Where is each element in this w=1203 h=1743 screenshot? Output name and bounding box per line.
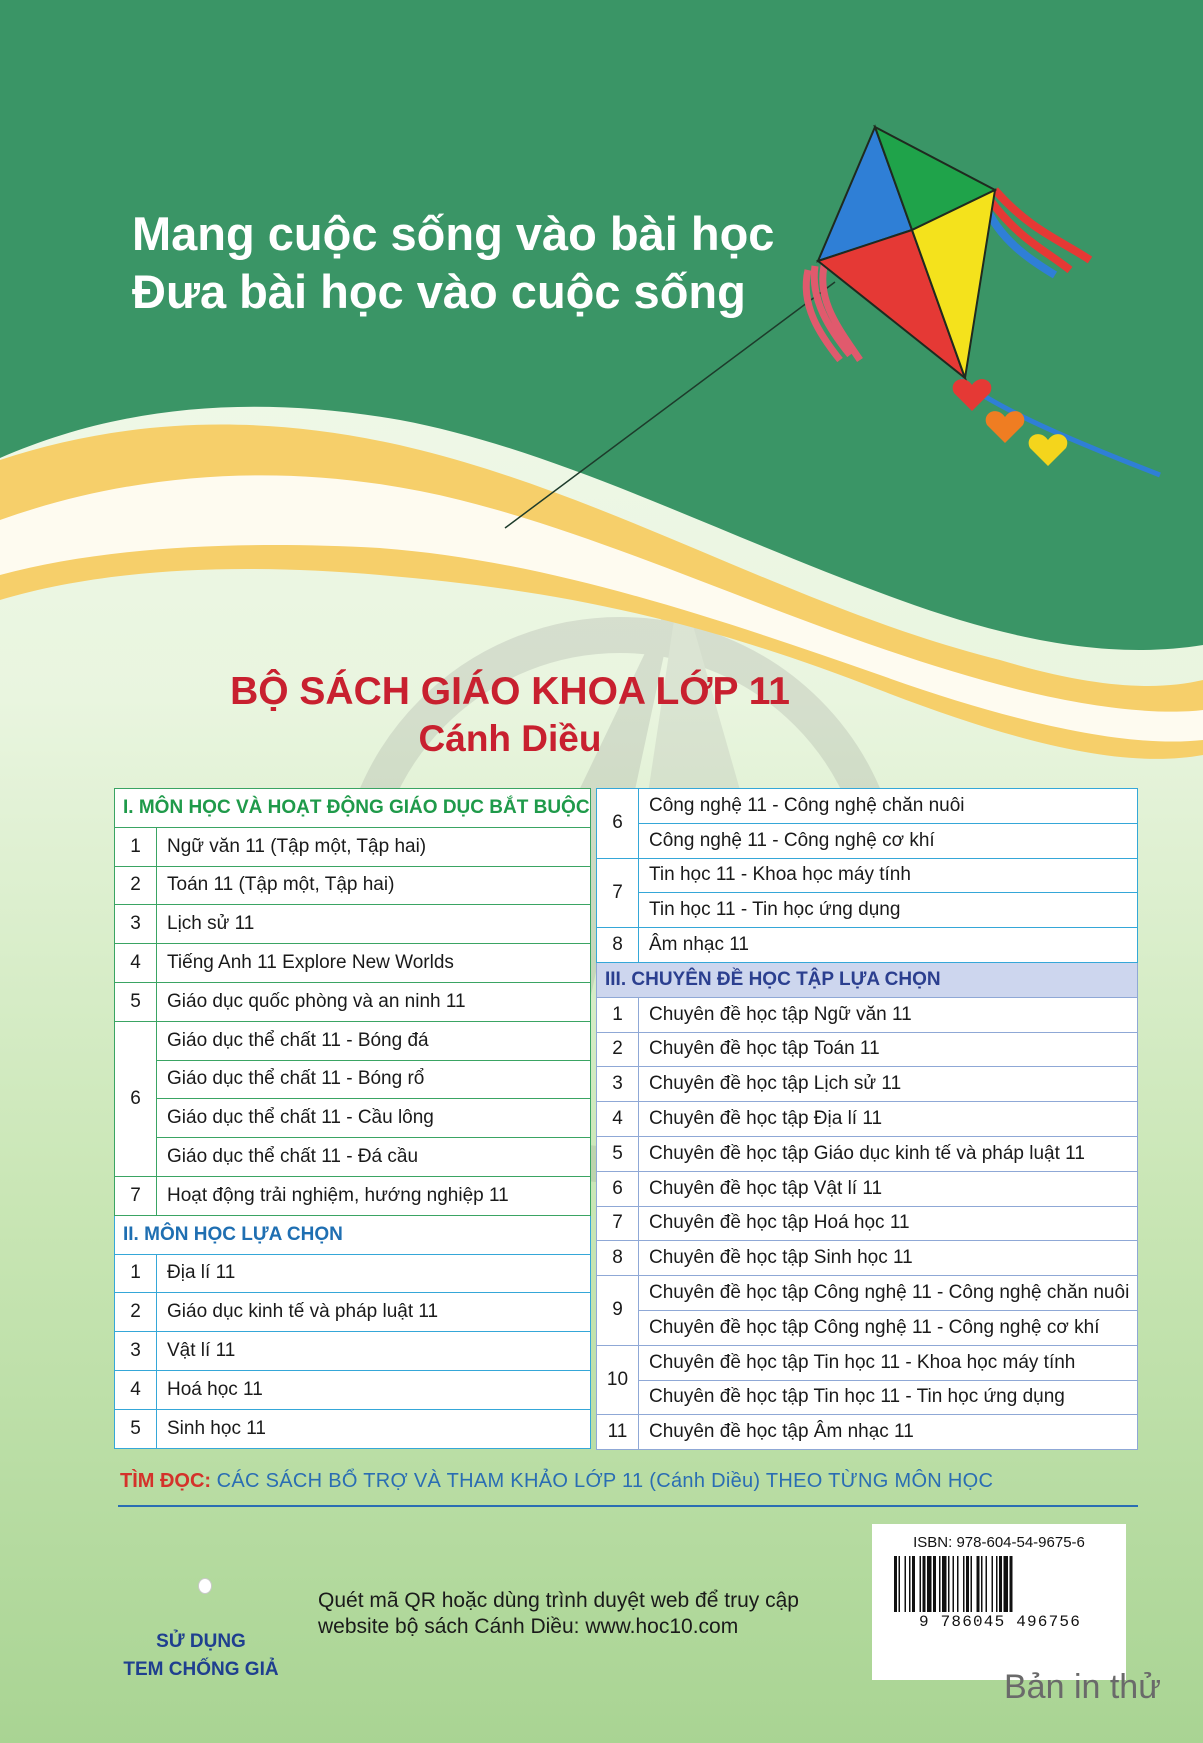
row-number: 4 xyxy=(115,1370,157,1409)
table-row xyxy=(597,1380,1138,1415)
book-title: Toán 11 (Tập một, Tập hai) xyxy=(157,866,591,905)
section-1-heading: I. MÔN HỌC VÀ HOẠT ĐỘNG GIÁO DỤC BẮT BUỘC xyxy=(115,789,591,828)
table-row xyxy=(115,982,591,1021)
book-title: Chuyên đề học tập Địa lí 11 xyxy=(639,1102,1138,1137)
book-title: Chuyên đề học tập Lịch sử 11 xyxy=(639,1067,1138,1102)
book-title: Âm nhạc 11 xyxy=(639,928,1138,963)
barcode-digits: 9 786045 496756 xyxy=(892,1612,1108,1632)
table-row xyxy=(597,1032,1138,1067)
table-row xyxy=(115,866,591,905)
row-number: 11 xyxy=(597,1415,639,1450)
book-title: Tin học 11 - Tin học ứng dụng xyxy=(639,893,1138,928)
table-row xyxy=(115,1293,591,1332)
table-row xyxy=(597,1345,1138,1380)
row-number: 3 xyxy=(115,905,157,944)
book-title: Tiếng Anh 11 Explore New Worlds xyxy=(157,944,591,983)
anti-counterfeit-sticker-icon xyxy=(198,1578,212,1594)
series-title: BỘ SÁCH GIÁO KHOA LỚP 11 xyxy=(230,670,790,713)
row-number: 6 xyxy=(597,789,639,859)
row-number: 7 xyxy=(597,1206,639,1241)
table-row xyxy=(115,1060,591,1099)
book-title: Vật lí 11 xyxy=(157,1332,591,1371)
row-number: 2 xyxy=(597,1032,639,1067)
book-title: Địa lí 11 xyxy=(157,1254,591,1293)
book-title: Ngữ văn 11 (Tập một, Tập hai) xyxy=(157,827,591,866)
find-read-divider xyxy=(118,1505,1138,1507)
row-number: 7 xyxy=(115,1176,157,1215)
table-row xyxy=(115,1332,591,1371)
slogan-line-1: Mang cuộc sống vào bài học xyxy=(132,207,775,260)
book-title: Chuyên đề học tập Hoá học 11 xyxy=(639,1206,1138,1241)
row-number: 8 xyxy=(597,928,639,963)
table-row xyxy=(597,823,1138,858)
slogan-line-2: Đưa bài học vào cuộc sống xyxy=(132,265,746,318)
table-row xyxy=(115,1099,591,1138)
row-number: 1 xyxy=(597,997,639,1032)
row-number: 2 xyxy=(115,866,157,905)
book-title: Giáo dục kinh tế và pháp luật 11 xyxy=(157,1293,591,1332)
book-title: Tin học 11 - Khoa học máy tính xyxy=(639,858,1138,893)
row-number: 2 xyxy=(115,1293,157,1332)
table-row xyxy=(597,1067,1138,1102)
book-title: Giáo dục thể chất 11 - Bóng đá xyxy=(157,1021,591,1060)
series-subtitle: Cánh Diều xyxy=(418,718,602,759)
right-book-table xyxy=(596,788,1138,1450)
table-row xyxy=(597,997,1138,1032)
row-number: 8 xyxy=(597,1241,639,1276)
table-row xyxy=(597,928,1138,963)
row-number: 6 xyxy=(597,1171,639,1206)
row-number: 5 xyxy=(115,1409,157,1448)
row-number: 1 xyxy=(115,827,157,866)
row-number: 4 xyxy=(115,944,157,983)
book-title: Sinh học 11 xyxy=(157,1409,591,1448)
table-row xyxy=(597,1276,1138,1311)
stamp-line-2: TEM CHỐNG GIẢ xyxy=(123,1659,279,1680)
book-title: Chuyên đề học tập Âm nhạc 11 xyxy=(639,1415,1138,1450)
row-number: 7 xyxy=(597,858,639,928)
table-row xyxy=(597,1415,1138,1450)
barcode-block xyxy=(872,1524,1126,1680)
book-title: Hoạt động trải nghiệm, hướng nghiệp 11 xyxy=(157,1176,591,1215)
qr-line-1: Quét mã QR hoặc dùng trình duyệt web để truy cập xyxy=(318,1589,799,1612)
book-title: Công nghệ 11 - Công nghệ cơ khí xyxy=(639,823,1138,858)
table-row xyxy=(115,944,591,983)
table-row xyxy=(115,905,591,944)
table-row xyxy=(115,1138,591,1177)
book-title: Chuyên đề học tập Ngữ văn 11 xyxy=(639,997,1138,1032)
find-read-label: TÌM ĐỌC: xyxy=(120,1470,212,1492)
book-title: Chuyên đề học tập Tin học 11 - Khoa học máy tính xyxy=(639,1345,1138,1380)
book-title: Hoá học 11 xyxy=(157,1370,591,1409)
book-title: Chuyên đề học tập Sinh học 11 xyxy=(639,1241,1138,1276)
slogan xyxy=(132,205,774,321)
book-title: Công nghệ 11 - Công nghệ chăn nuôi xyxy=(639,789,1138,824)
table-row xyxy=(597,893,1138,928)
row-number: 4 xyxy=(597,1102,639,1137)
table-row xyxy=(597,1206,1138,1241)
book-title: Chuyên đề học tập Toán 11 xyxy=(639,1032,1138,1067)
proof-mark: Bản in thử xyxy=(1004,1668,1161,1706)
row-number: 5 xyxy=(597,1136,639,1171)
stamp-line-1: SỬ DỤNG xyxy=(156,1631,246,1652)
table-row xyxy=(115,1021,591,1060)
row-number: 3 xyxy=(115,1332,157,1371)
left-book-table xyxy=(114,788,591,1449)
book-title: Chuyên đề học tập Tin học 11 - Tin học ứng dụng xyxy=(639,1380,1138,1415)
table-row xyxy=(597,789,1138,824)
book-title: Chuyên đề học tập Công nghệ 11 - Công nghệ cơ khí xyxy=(639,1310,1138,1345)
row-number: 6 xyxy=(115,1021,157,1176)
table-row xyxy=(115,1409,591,1448)
table-row xyxy=(115,1370,591,1409)
table-row xyxy=(597,1241,1138,1276)
book-title: Chuyên đề học tập Vật lí 11 xyxy=(639,1171,1138,1206)
section-2-heading: II. MÔN HỌC LỰA CHỌN xyxy=(115,1215,591,1254)
book-title: Chuyên đề học tập Công nghệ 11 - Công nghệ chăn nuôi xyxy=(639,1276,1138,1311)
book-title: Lịch sử 11 xyxy=(157,905,591,944)
isbn-label: ISBN: 978-604-54-9675-6 xyxy=(913,1534,1085,1551)
find-read-text: CÁC SÁCH BỔ TRỢ VÀ THAM KHẢO LỚP 11 (Cánh Diều) THEO TỪNG MÔN HỌC xyxy=(216,1470,994,1492)
table-row xyxy=(597,1171,1138,1206)
section-3-heading: III. CHUYÊN ĐỀ HỌC TẬP LỰA CHỌN xyxy=(597,962,1138,997)
table-row xyxy=(597,1310,1138,1345)
table-row xyxy=(115,1176,591,1215)
book-title: Giáo dục quốc phòng và an ninh 11 xyxy=(157,982,591,1021)
book-title: Giáo dục thể chất 11 - Cầu lông xyxy=(157,1099,591,1138)
row-number: 10 xyxy=(597,1345,639,1415)
row-number: 3 xyxy=(597,1067,639,1102)
find-read-line xyxy=(120,1470,993,1493)
table-row xyxy=(115,1254,591,1293)
qr-instructions xyxy=(318,1588,799,1640)
book-title: Giáo dục thể chất 11 - Đá cầu xyxy=(157,1138,591,1177)
row-number: 5 xyxy=(115,982,157,1021)
book-title: Chuyên đề học tập Giáo dục kinh tế và pháp luật 11 xyxy=(639,1136,1138,1171)
anti-counterfeit-label xyxy=(110,1628,292,1684)
row-number: 9 xyxy=(597,1276,639,1346)
qr-line-2: website bộ sách Cánh Diều: www.hoc10.com xyxy=(318,1615,739,1638)
table-row xyxy=(597,1136,1138,1171)
table-row xyxy=(115,827,591,866)
table-row xyxy=(597,1102,1138,1137)
book-title: Giáo dục thể chất 11 - Bóng rổ xyxy=(157,1060,591,1099)
row-number: 1 xyxy=(115,1254,157,1293)
table-row xyxy=(597,858,1138,893)
